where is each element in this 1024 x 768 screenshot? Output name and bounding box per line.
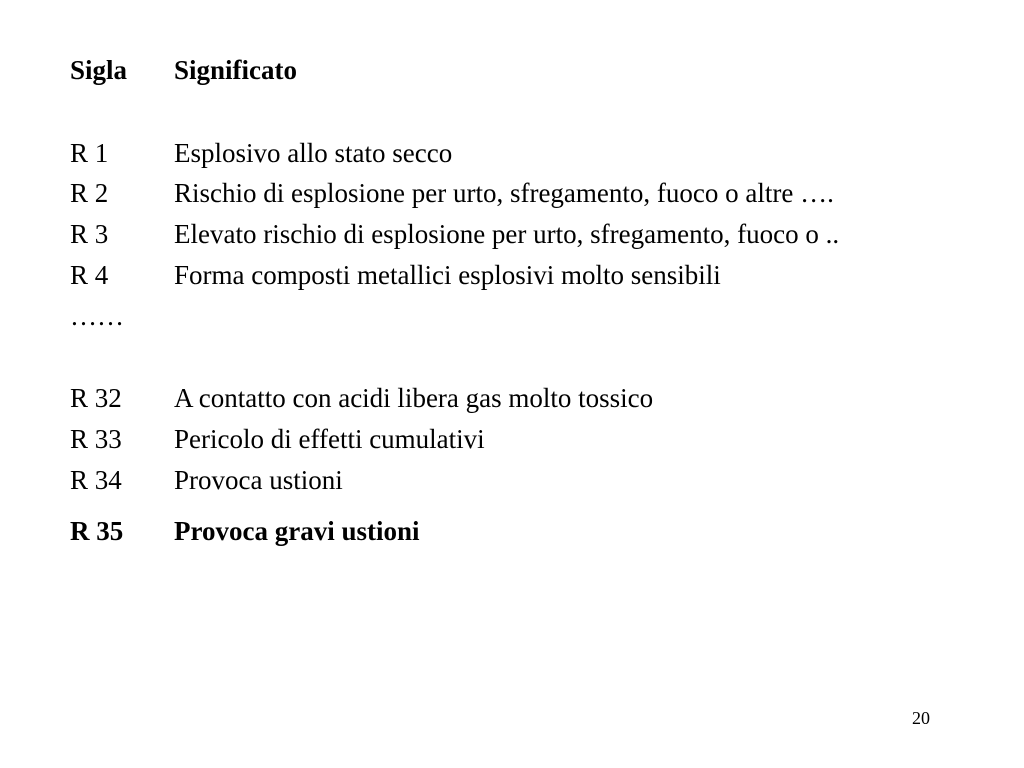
row-code: R 33 — [70, 424, 122, 454]
row-meaning: Rischio di esplosione per urto, sfregamento, fuoco o altre …. — [174, 178, 834, 208]
ellipsis: …… — [70, 301, 124, 331]
row-meaning: A contatto con acidi libera gas molto tossico — [174, 383, 654, 413]
highlight-code: R 35 — [70, 516, 124, 546]
row-meaning: Forma composti metallici esplosivi molto sensibili — [174, 260, 721, 290]
row-meaning: Esplosivo allo stato secco — [174, 138, 453, 168]
row-code: R 34 — [70, 465, 122, 495]
row-code: R 32 — [70, 383, 122, 413]
page-number: 20 — [912, 708, 930, 728]
header-code: Sigla — [70, 55, 128, 85]
row-code: R 3 — [70, 219, 109, 249]
row-meaning: Provoca ustioni — [174, 465, 343, 495]
row-code: R 1 — [70, 138, 109, 168]
header-meaning: Significato — [174, 55, 298, 85]
row-meaning: Pericolo di effetti cumulativi — [174, 424, 485, 454]
row-code: R 4 — [70, 260, 109, 290]
row-meaning: Elevato rischio di esplosione per urto, sfregamento, fuoco o .. — [174, 219, 840, 249]
row-code: R 2 — [70, 178, 109, 208]
highlight-meaning: Provoca gravi ustioni — [174, 516, 420, 546]
